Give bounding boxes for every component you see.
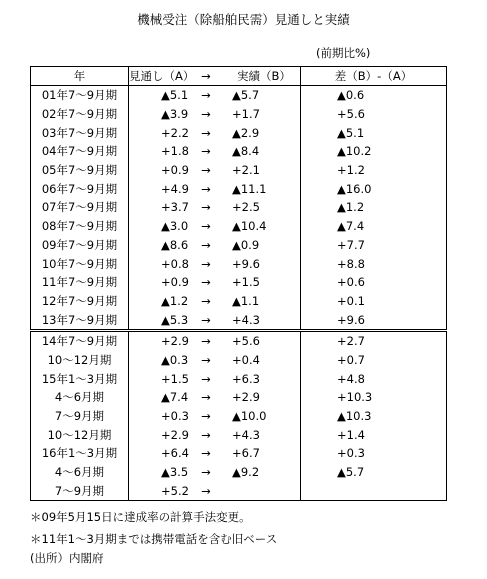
period-cell: 10～12月期 [31, 425, 129, 444]
table-row [31, 273, 447, 292]
forecast-cell: ▲3.5 [161, 465, 189, 480]
diff-cell: ▲5.1 [301, 123, 447, 142]
forecast-cell: +2.9 [161, 427, 189, 442]
table-row [31, 310, 447, 330]
period-cell: 02年7～9月期 [31, 105, 129, 124]
period-cell: 01年7～9月期 [31, 86, 129, 105]
table-row [31, 481, 447, 500]
actual-cell: ▲5.7 [232, 88, 260, 103]
header-arrow: → [184, 67, 228, 86]
diff-cell: ▲10.2 [301, 142, 447, 161]
diff-cell: +2.7 [301, 330, 447, 350]
forecast-cell: +1.5 [161, 371, 189, 386]
actual-cell: ▲11.1 [232, 181, 267, 196]
forecast-cell: ▲0.3 [161, 352, 189, 367]
arrow-cell: → [201, 427, 211, 442]
arrow-cell: → [201, 465, 211, 480]
table-row [31, 105, 447, 124]
diff-cell: +4.8 [301, 369, 447, 388]
period-cell: 09年7～9月期 [31, 236, 129, 255]
actual-cell: ▲8.4 [232, 144, 260, 159]
header-actual: 実績（B） [228, 67, 301, 86]
forecast-cell: +2.2 [161, 125, 189, 140]
table-row [31, 369, 447, 388]
period-cell: 11年7～9月期 [31, 273, 129, 292]
period-cell: 7～9月期 [31, 407, 129, 426]
table-row [31, 236, 447, 255]
forecast-cell: +0.9 [161, 275, 189, 290]
table-row [31, 142, 447, 161]
diff-cell: ▲0.6 [301, 86, 447, 105]
actual-cell: +5.6 [228, 330, 301, 350]
unit-label: (前期比%) [316, 46, 371, 60]
forecast-cell: ▲5.1 [161, 88, 189, 103]
arrow-cell: → [201, 446, 211, 461]
diff-cell: +10.3 [301, 388, 447, 407]
table-row [31, 444, 447, 463]
arrow-cell: → [201, 107, 211, 122]
note-line: ＊11年1～3月期までは携帯電話を含む旧ベース [30, 532, 278, 546]
arrow-cell: → [201, 390, 211, 405]
arrow-cell: → [201, 293, 211, 308]
notes [30, 506, 277, 567]
arrow-cell: → [201, 352, 211, 367]
period-cell: 14年7～9月期 [31, 330, 129, 350]
period-cell: 07年7～9月期 [31, 198, 129, 217]
period-cell: 10～12月期 [31, 351, 129, 370]
arrow-cell: → [201, 125, 211, 140]
table-row [31, 198, 447, 217]
actual-cell: ▲9.2 [232, 465, 260, 480]
forecast-cell: +0.9 [161, 163, 189, 178]
forecast-cell: ▲1.2 [161, 293, 189, 308]
diff-cell: +0.1 [301, 292, 447, 311]
actual-cell [228, 481, 301, 500]
forecast-table [30, 66, 447, 501]
period-cell: 4～6月期 [31, 463, 129, 482]
table-body [31, 86, 447, 501]
header-row [31, 67, 447, 86]
actual-cell: ▲10.4 [232, 219, 267, 234]
diff-cell: +1.2 [301, 161, 447, 180]
actual-cell: +0.4 [232, 352, 260, 367]
table-row [31, 292, 447, 311]
diff-cell: +8.8 [301, 254, 447, 273]
diff-cell: ▲16.0 [301, 179, 447, 198]
period-cell: 7～9月期 [31, 481, 129, 500]
table-row [31, 330, 447, 350]
period-cell: 04年7～9月期 [31, 142, 129, 161]
actual-cell: ▲10.0 [232, 409, 267, 424]
period-cell: 10年7～9月期 [31, 254, 129, 273]
diff-cell: ▲10.3 [301, 407, 447, 426]
diff-cell: ▲1.2 [301, 198, 447, 217]
diff-cell: +0.3 [301, 444, 447, 463]
forecast-cell: +1.8 [161, 144, 189, 159]
diff-cell: ▲5.7 [301, 463, 447, 482]
actual-cell: +2.1 [232, 163, 260, 178]
arrow-cell: → [201, 88, 211, 103]
actual-cell: ▲2.9 [232, 125, 260, 140]
table-row [31, 161, 447, 180]
period-cell: 12年7～9月期 [31, 292, 129, 311]
diff-cell: ▲7.4 [301, 217, 447, 236]
period-cell: 13年7～9月期 [31, 310, 129, 330]
arrow-cell: → [201, 409, 211, 424]
actual-cell: +2.5 [232, 200, 260, 215]
actual-cell: +4.3 [232, 312, 260, 327]
header-diff: 差（B）-（A） [301, 67, 447, 86]
arrow-cell: → [201, 312, 211, 327]
actual-cell: +2.9 [232, 390, 260, 405]
actual-cell: +6.7 [232, 446, 260, 461]
table-row [31, 425, 447, 444]
actual-cell: +1.7 [232, 107, 260, 122]
diff-cell [301, 481, 447, 500]
header-forecast: 見通し（A） [129, 67, 185, 86]
table-row [31, 463, 447, 482]
forecast-cell: +0.8 [161, 256, 189, 271]
actual-cell: ▲0.9 [232, 237, 260, 252]
diff-cell: +0.7 [301, 351, 447, 370]
diff-cell: +5.6 [301, 105, 447, 124]
forecast-cell: ▲3.9 [161, 107, 189, 122]
arrow-cell: → [201, 275, 211, 290]
forecast-cell: +6.4 [161, 446, 189, 461]
arrow-cell: → [201, 163, 211, 178]
actual-cell: +4.3 [232, 427, 260, 442]
note-line: ＊09年5月15日に達成率の計算手法変更。 [30, 510, 251, 524]
diff-cell: +1.4 [301, 425, 447, 444]
period-cell: 06年7～9月期 [31, 179, 129, 198]
actual-cell: +1.5 [232, 275, 260, 290]
diff-cell: +0.6 [301, 273, 447, 292]
forecast-cell: +4.9 [161, 181, 189, 196]
period-cell: 15年1～3月期 [31, 369, 129, 388]
actual-cell: +9.6 [232, 256, 260, 271]
arrow-cell: → [184, 481, 228, 500]
period-cell: 16年1～3月期 [31, 444, 129, 463]
table-row [31, 254, 447, 273]
table-row [31, 217, 447, 236]
page-title: 機械受注（除船舶民需）見通しと実績 [137, 12, 350, 27]
period-cell: 05年7～9月期 [31, 161, 129, 180]
arrow-cell: → [184, 330, 228, 350]
header-period: 年 [31, 67, 129, 86]
forecast-cell: ▲8.6 [161, 237, 189, 252]
actual-cell: ▲1.1 [232, 293, 260, 308]
forecast-cell: ▲5.3 [161, 312, 189, 327]
source-label: (出所）内閣府 [30, 551, 104, 565]
forecast-cell: +3.7 [161, 200, 189, 215]
arrow-cell: → [201, 256, 211, 271]
table-row [31, 407, 447, 426]
diff-cell: +7.7 [301, 236, 447, 255]
period-cell: 03年7～9月期 [31, 123, 129, 142]
table-row [31, 179, 447, 198]
arrow-cell: → [201, 144, 211, 159]
arrow-cell: → [201, 181, 211, 196]
arrow-cell: → [201, 371, 211, 386]
period-cell: 4～6月期 [31, 388, 129, 407]
actual-cell: +6.3 [232, 371, 260, 386]
forecast-cell: ▲3.0 [161, 219, 189, 234]
period-cell: 08年7～9月期 [31, 217, 129, 236]
table-row [31, 86, 447, 105]
table-row [31, 351, 447, 370]
forecast-cell: ▲7.4 [161, 390, 189, 405]
arrow-cell: → [201, 237, 211, 252]
forecast-cell: +5.2 [129, 481, 185, 500]
diff-cell: +9.6 [301, 310, 447, 330]
arrow-cell: → [201, 200, 211, 215]
forecast-cell: +0.3 [161, 409, 189, 424]
table-row [31, 123, 447, 142]
forecast-cell: +2.9 [129, 330, 185, 350]
table-row [31, 388, 447, 407]
arrow-cell: → [201, 219, 211, 234]
